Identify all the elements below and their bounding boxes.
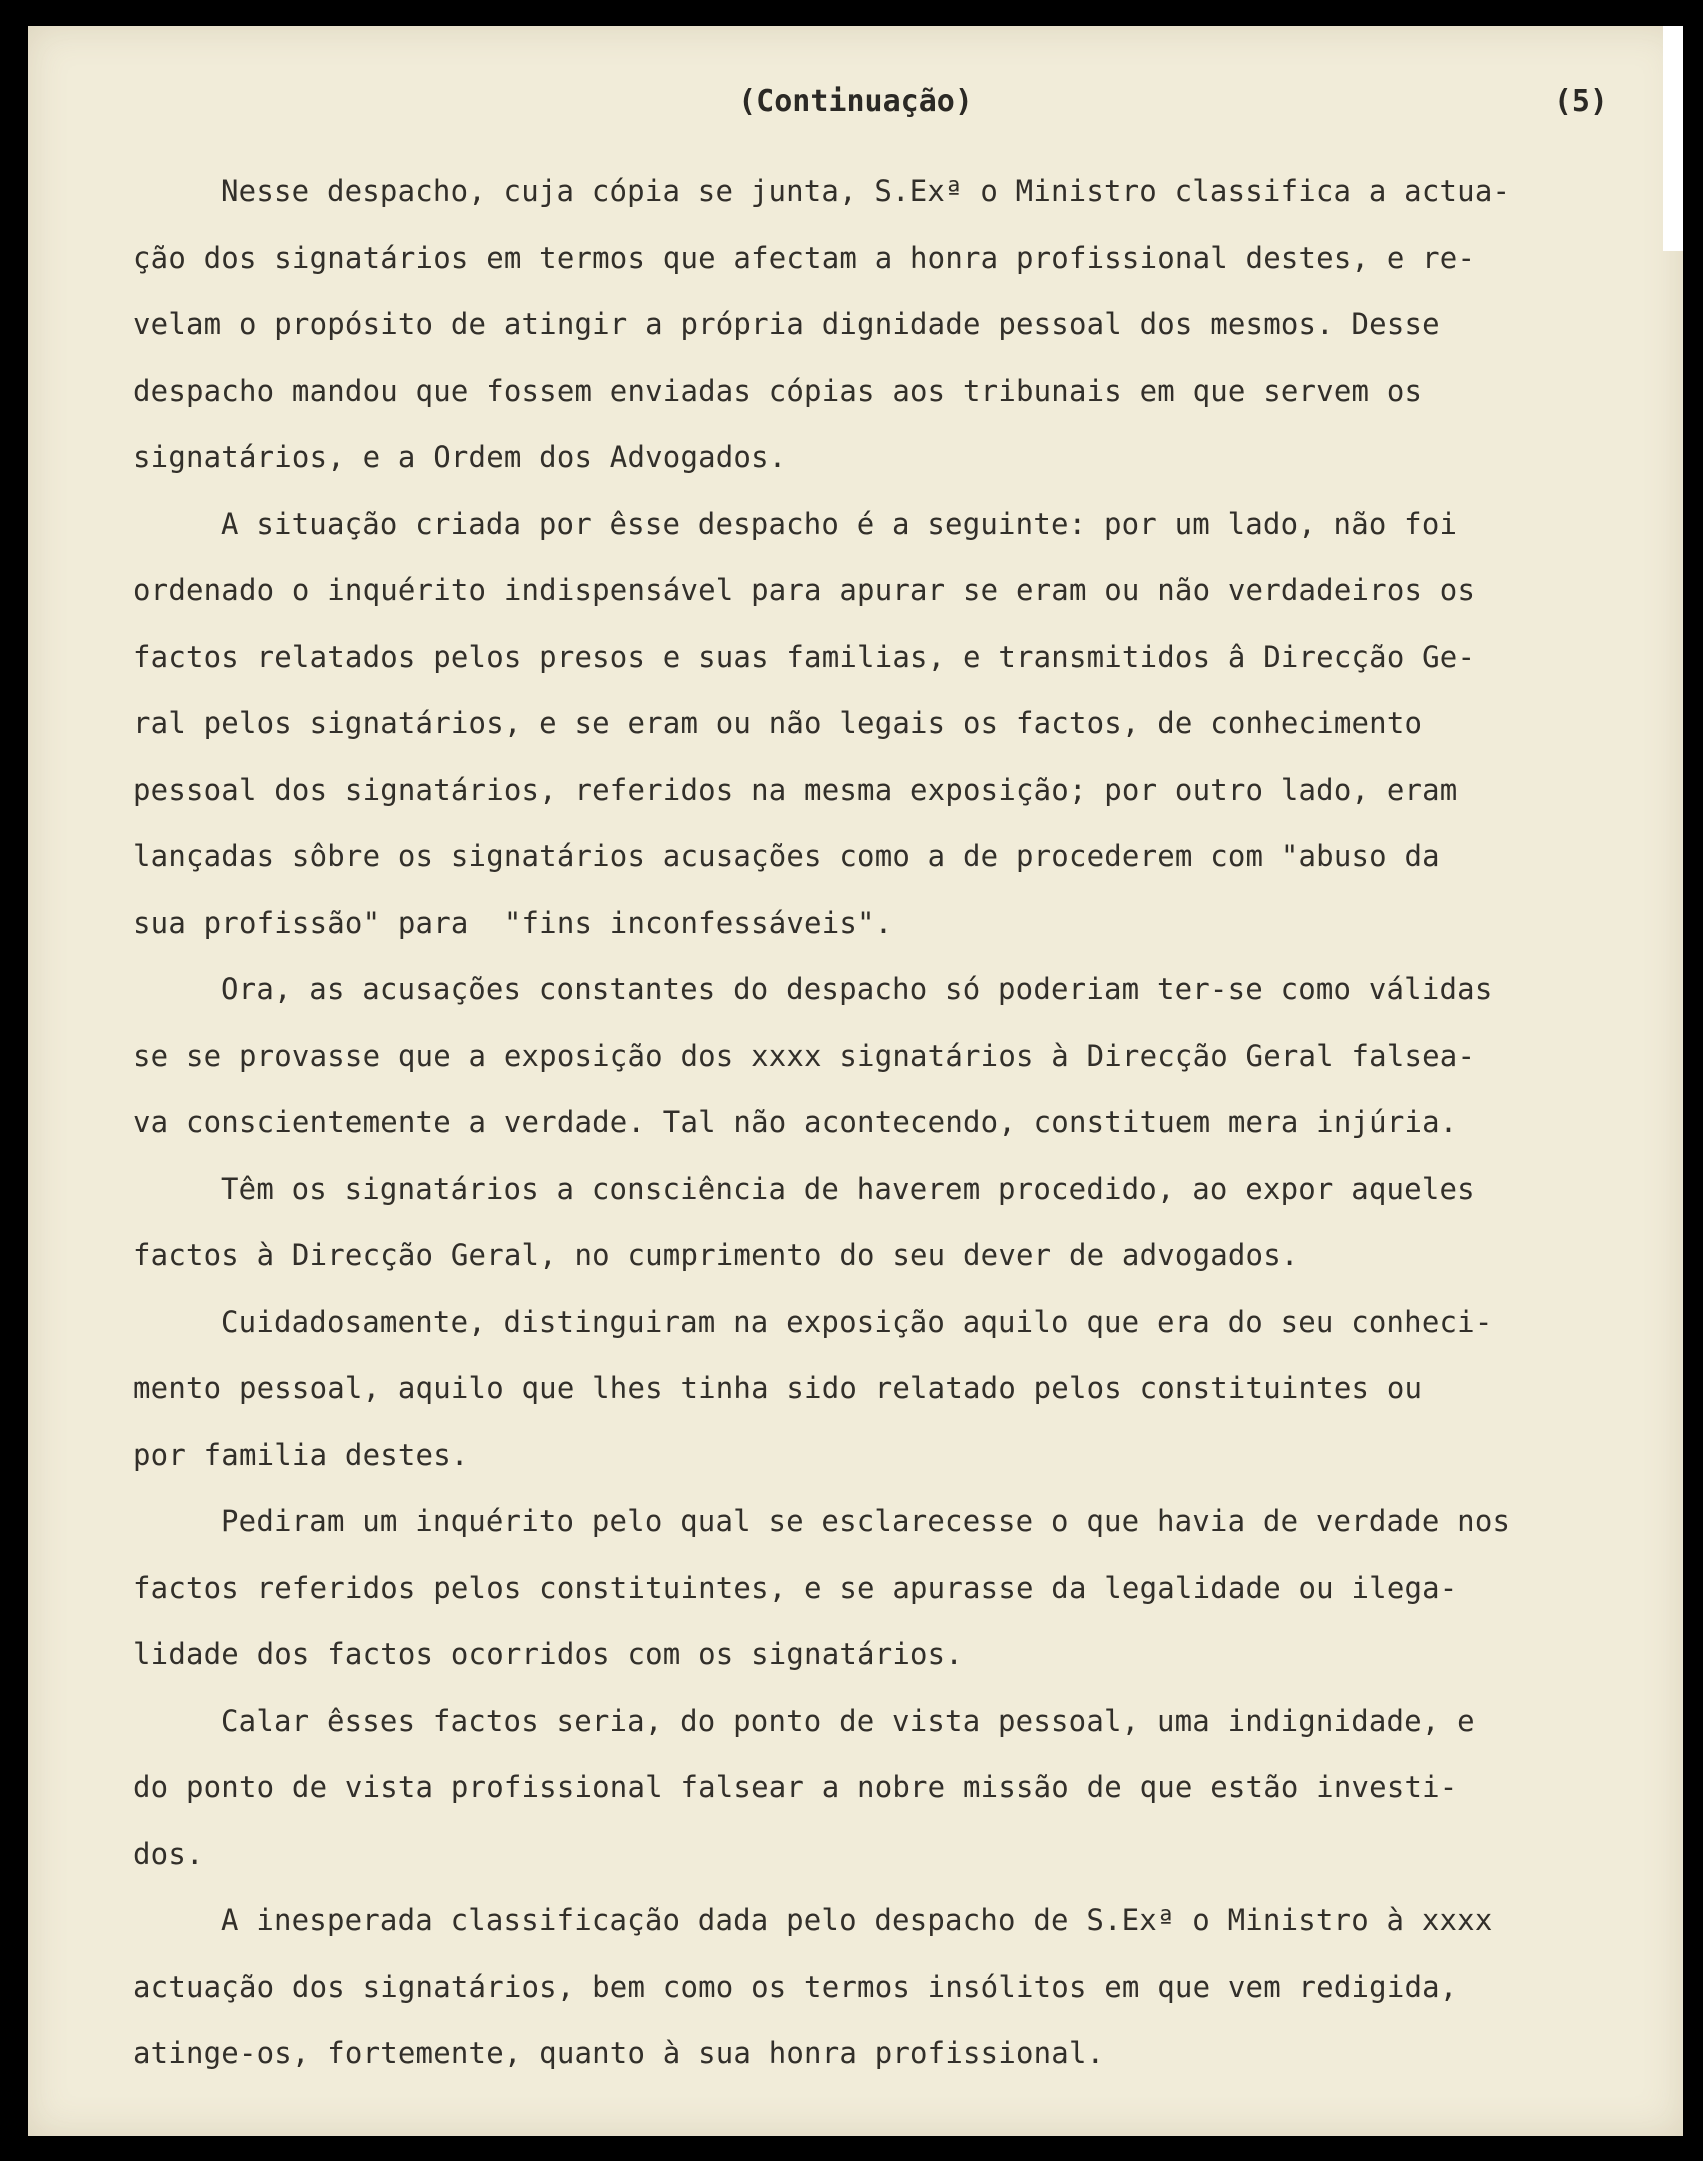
text-line: despacho mandou que fossem enviadas cópias aos tribunais em que servem os bbox=[133, 373, 1423, 408]
text-line: Cuidadosamente, distinguiram na exposição aquilo que era do seu conheci- bbox=[221, 1304, 1493, 1339]
document-body bbox=[133, 158, 1688, 2087]
text-line: ral pelos signatários, e se eram ou não legais os factos, de conhecimento bbox=[133, 706, 1423, 740]
text-line: Ora, as acusações constantes do despacho só poderiam ter-se como válidas bbox=[221, 972, 1493, 1006]
page-number: (5) bbox=[1553, 84, 1608, 119]
text-line: A inesperada classificação dada pelo despacho de S.Exª o Ministro à xxxx bbox=[221, 1903, 1493, 1937]
text-line: do ponto de vista profissional falsear a nobre missão de que estão investi- bbox=[133, 1770, 1458, 1804]
text-line: factos à Direcção Geral, no cumprimento do seu dever de advogados. bbox=[133, 1238, 1299, 1272]
text-line: ção dos signatários em termos que afectam a honra profissional destes, e re- bbox=[133, 240, 1476, 275]
text-line: ordenado o inquérito indispensável para apurar se eram ou não verdadeiros os bbox=[133, 573, 1476, 607]
text-line: Nesse despacho, cuja cópia se junta, S.Exª o Ministro classifica a actua- bbox=[221, 174, 1511, 208]
text-line: dos. bbox=[133, 1836, 204, 1871]
text-line: atinge-os, fortemente, quanto à sua honra profissional. bbox=[133, 2036, 1105, 2070]
text-line: A situação criada por êsse despacho é a seguinte: por um lado, não foi bbox=[221, 506, 1458, 541]
text-line: factos referidos pelos constituintes, e se apurasse da legalidade ou ilega- bbox=[133, 1570, 1458, 1605]
text-line: se se provasse que a exposição dos xxxx signatários à Direcção Geral falsea- bbox=[133, 1038, 1476, 1073]
text-line: Têm os signatários a consciência de haverem procedido, ao expor aqueles bbox=[221, 1171, 1475, 1206]
text-line: Pediram um inquérito pelo qual se esclarecesse o que havia de verdade nos bbox=[221, 1504, 1511, 1538]
page-header bbox=[28, 84, 1683, 134]
text-line: sua profissão" para "fins inconfessáveis". bbox=[133, 905, 893, 940]
text-line: mento pessoal, aquilo que lhes tinha sido relatado pelos constituintes ou bbox=[133, 1371, 1423, 1405]
text-line: lançadas sôbre os signatários acusações como a de procederem com "abuso da bbox=[133, 839, 1440, 873]
page-title: (Continuação) bbox=[738, 84, 973, 119]
text-line: lidade dos factos ocorridos com os signatários. bbox=[133, 1637, 963, 1671]
text-line: actuação dos signatários, bem como os termos insólitos em que vem redigida, bbox=[133, 1969, 1458, 2004]
text-line: signatários, e a Ordem dos Advogados. bbox=[133, 440, 787, 474]
text-line: por familia destes. bbox=[133, 1437, 469, 1472]
text-line: factos relatados pelos presos e suas familias, e transmitidos â Direcção Ge- bbox=[133, 639, 1476, 674]
document-page bbox=[28, 26, 1683, 2136]
text-line: pessoal dos signatários, referidos na mesma exposição; por outro lado, eram bbox=[133, 772, 1458, 807]
text-line: Calar êsses factos seria, do ponto de vista pessoal, uma indignidade, e bbox=[221, 1703, 1475, 1738]
text-line: velam o propósito de atingir a própria dignidade pessoal dos mesmos. Desse bbox=[133, 307, 1440, 341]
text-line: va conscientemente a verdade. Tal não acontecendo, constituem mera injúria. bbox=[133, 1105, 1458, 1139]
